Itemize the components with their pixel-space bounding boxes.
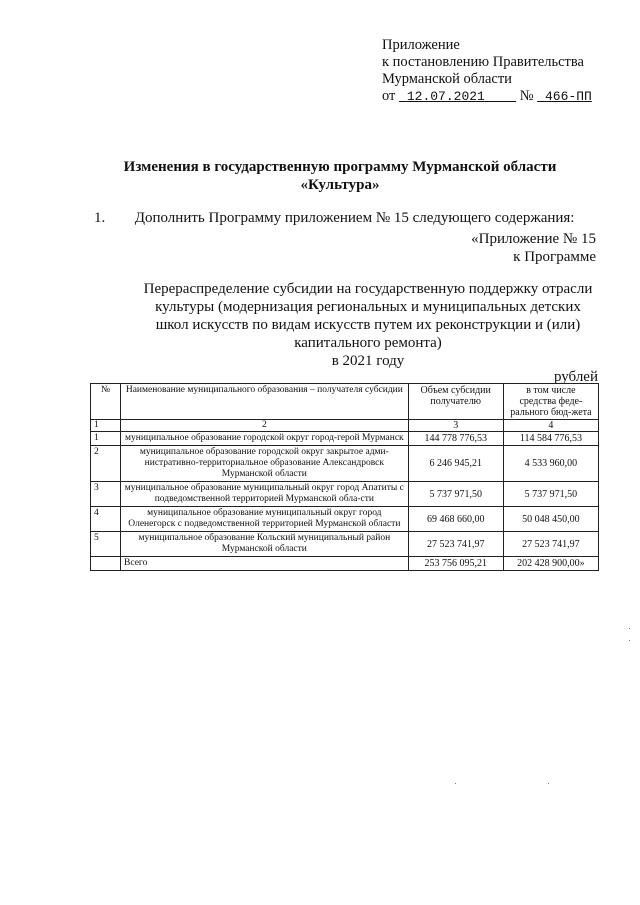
appendix-title: Приложение xyxy=(382,37,460,53)
header-name: Наименование муниципального образования – получателя субсидии xyxy=(121,384,409,420)
row-amount: 144 778 776,53 xyxy=(408,432,503,446)
column-index-row xyxy=(91,420,599,432)
annex-ref-line-2: к Программе xyxy=(513,249,596,265)
appendix-line-region: Мурманской области xyxy=(382,71,512,87)
row-amount: 27 523 741,97 xyxy=(408,532,503,557)
index-cell: 4 xyxy=(503,420,598,432)
heading-line-1: Изменения в государственную программу Мурманской области xyxy=(123,159,557,175)
appendix-number: 466-ПП xyxy=(544,89,592,104)
total-num xyxy=(91,557,121,571)
total-row xyxy=(91,557,599,571)
row-federal: 5 737 971,50 xyxy=(503,482,598,507)
row-federal: 50 048 450,00 xyxy=(503,507,598,532)
header-federal: в том числе средства феде-рального бюд-жета xyxy=(503,384,598,420)
table-title-line-3: школ искусств по видам искусств путем их реконструкции и (или) xyxy=(155,317,581,333)
table-row xyxy=(91,446,599,482)
header-amount: Объем субсидии получателю xyxy=(408,384,503,420)
header-num: № xyxy=(91,384,121,420)
units-label: рублей xyxy=(553,369,598,385)
appendix-block xyxy=(382,37,592,105)
scan-speck xyxy=(629,640,630,641)
table-title xyxy=(130,280,606,370)
annex-reference xyxy=(471,230,596,266)
item-number: 1. xyxy=(94,210,106,226)
scan-speck xyxy=(629,628,630,629)
total-federal: 202 428 900,00» xyxy=(503,557,598,571)
appendix-from-label: от xyxy=(382,88,396,104)
item-text: Дополнить Программу приложением № 15 следующего содержания: xyxy=(134,210,575,226)
appendix-line-decree: к постановлению Правительства xyxy=(382,54,584,70)
document-heading xyxy=(80,158,600,194)
scan-speck xyxy=(548,783,549,784)
row-name: муниципальное образование Кольский муниципальный район Мурманской области xyxy=(121,532,409,557)
row-num: 5 xyxy=(91,532,121,557)
index-cell: 1 xyxy=(91,420,121,432)
subsidy-table xyxy=(90,383,599,571)
row-num: 3 xyxy=(91,482,121,507)
scan-speck xyxy=(455,783,456,784)
row-num: 2 xyxy=(91,446,121,482)
table-title-line-4: капитального ремонта) xyxy=(294,335,442,351)
row-name: муниципальное образование городской округ закрытое адми-нистративно-территориальное образование Александровск Мурманской области xyxy=(121,446,409,482)
index-cell: 2 xyxy=(121,420,409,432)
table-header-row xyxy=(91,384,599,420)
heading-line-2: «Культура» xyxy=(300,177,380,193)
row-amount: 69 468 660,00 xyxy=(408,507,503,532)
table-title-line-2: культуры (модернизация региональных и муниципальных детских xyxy=(155,299,581,315)
index-cell: 3 xyxy=(408,420,503,432)
row-amount: 6 246 945,21 xyxy=(408,446,503,482)
table-row xyxy=(91,507,599,532)
row-name: муниципальное образование муниципальный округ город Оленегорск с подведомственной территорией Мурманской области xyxy=(121,507,409,532)
total-amount: 253 756 095,21 xyxy=(408,557,503,571)
table-row xyxy=(91,482,599,507)
row-federal: 27 523 741,97 xyxy=(503,532,598,557)
row-num: 1 xyxy=(91,432,121,446)
total-label: Всего xyxy=(121,557,409,571)
row-federal: 4 533 960,00 xyxy=(503,446,598,482)
item-1 xyxy=(94,210,574,227)
table-row xyxy=(91,532,599,557)
appendix-date: 12.07.2021 xyxy=(406,89,485,104)
row-amount: 5 737 971,50 xyxy=(408,482,503,507)
table-title-line-5: в 2021 году xyxy=(331,353,405,369)
appendix-date-line xyxy=(382,88,592,105)
appendix-number-label: № xyxy=(519,88,534,104)
row-name: муниципальное образование городской округ город-герой Мурманск xyxy=(121,432,409,446)
row-name: муниципальное образование муниципальный округ город Апатиты с подведомственной территорией Мурманской обла-сти xyxy=(121,482,409,507)
row-federal: 114 584 776,53 xyxy=(503,432,598,446)
table-row xyxy=(91,432,599,446)
table-title-line-1: Перераспределение субсидии на государственную поддержку отрасли xyxy=(143,281,593,297)
annex-ref-line-1: «Приложение № 15 xyxy=(471,231,596,247)
row-num: 4 xyxy=(91,507,121,532)
